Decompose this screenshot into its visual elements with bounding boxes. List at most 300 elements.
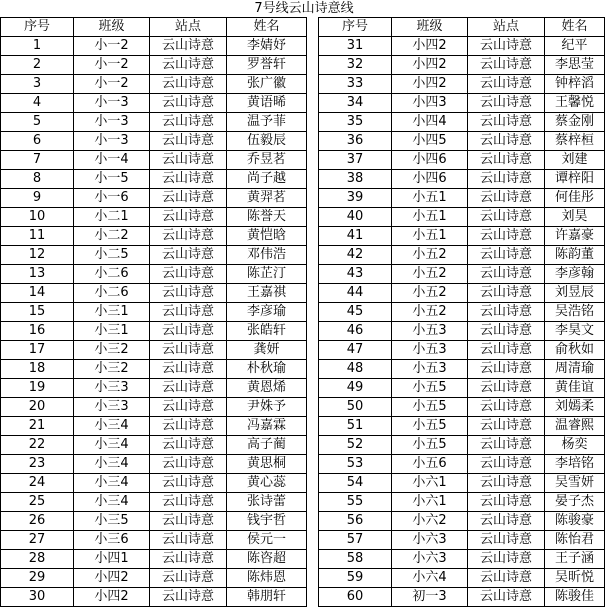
- cell-number: 4: [1, 94, 74, 113]
- cell-station: 云山诗意: [468, 569, 545, 588]
- cell-number: 16: [1, 322, 74, 341]
- cell-number: 46: [319, 322, 392, 341]
- header-name: 姓名: [545, 18, 605, 37]
- cell-class: 小三4: [74, 436, 150, 455]
- header-station: 站点: [150, 18, 227, 37]
- table-row: [319, 189, 605, 208]
- cell-name: 晏子杰: [545, 493, 605, 512]
- table-row: [319, 341, 605, 360]
- cell-name: 乔昱茗: [227, 151, 307, 170]
- table-row: [1, 455, 307, 474]
- table-row: [1, 208, 307, 227]
- cell-class: 小四1: [74, 550, 150, 569]
- table-row: [319, 208, 605, 227]
- cell-station: 云山诗意: [150, 512, 227, 531]
- table-row: [319, 75, 605, 94]
- table-row: [1, 227, 307, 246]
- cell-class: 小五2: [392, 265, 468, 284]
- cell-class: 小三3: [74, 379, 150, 398]
- cell-station: 云山诗意: [150, 284, 227, 303]
- cell-class: 小五2: [392, 303, 468, 322]
- cell-number: 27: [1, 531, 74, 550]
- cell-number: 35: [319, 113, 392, 132]
- table-row: [1, 569, 307, 588]
- cell-name: 李思莹: [545, 56, 605, 75]
- cell-station: 云山诗意: [150, 550, 227, 569]
- cell-station: 云山诗意: [468, 56, 545, 75]
- cell-number: 28: [1, 550, 74, 569]
- cell-number: 41: [319, 227, 392, 246]
- table-row: [1, 75, 307, 94]
- cell-class: 小四6: [392, 151, 468, 170]
- table-row: [319, 379, 605, 398]
- cell-class: 小四5: [392, 132, 468, 151]
- cell-number: 44: [319, 284, 392, 303]
- header-number: 序号: [1, 18, 74, 37]
- cell-station: 云山诗意: [150, 360, 227, 379]
- table-row: [1, 417, 307, 436]
- cell-number: 45: [319, 303, 392, 322]
- cell-station: 云山诗意: [150, 474, 227, 493]
- cell-name: 李昊文: [545, 322, 605, 341]
- cell-station: 云山诗意: [150, 436, 227, 455]
- cell-name: 蔡金刚: [545, 113, 605, 132]
- cell-number: 47: [319, 341, 392, 360]
- cell-name: 尹姝予: [227, 398, 307, 417]
- cell-number: 2: [1, 56, 74, 75]
- cell-name: 刘建: [545, 151, 605, 170]
- cell-name: 龚妍: [227, 341, 307, 360]
- cell-class: 小五1: [392, 227, 468, 246]
- cell-name: 张诗蕾: [227, 493, 307, 512]
- cell-class: 小一2: [74, 56, 150, 75]
- cell-class: 小二6: [74, 265, 150, 284]
- cell-name: 钟梓滔: [545, 75, 605, 94]
- cell-class: 小五2: [392, 284, 468, 303]
- cell-number: 25: [1, 493, 74, 512]
- table-row: [1, 94, 307, 113]
- cell-name: 黄恩烯: [227, 379, 307, 398]
- cell-class: 小四6: [392, 170, 468, 189]
- cell-station: 云山诗意: [150, 569, 227, 588]
- cell-number: 30: [1, 588, 74, 607]
- cell-station: 云山诗意: [468, 436, 545, 455]
- cell-station: 云山诗意: [468, 284, 545, 303]
- cell-station: 云山诗意: [468, 189, 545, 208]
- cell-name: 侯元一: [227, 531, 307, 550]
- cell-station: 云山诗意: [468, 208, 545, 227]
- cell-name: 温予菲: [227, 113, 307, 132]
- cell-name: 王馨悦: [545, 94, 605, 113]
- table-row: [1, 37, 307, 56]
- cell-number: 60: [319, 588, 392, 607]
- cell-name: 陈誉天: [227, 208, 307, 227]
- cell-station: 云山诗意: [150, 417, 227, 436]
- cell-name: 罗誉轩: [227, 56, 307, 75]
- cell-class: 小五3: [392, 322, 468, 341]
- cell-station: 云山诗意: [468, 75, 545, 94]
- cell-class: 小五5: [392, 379, 468, 398]
- cell-number: 23: [1, 455, 74, 474]
- cell-class: 小五1: [392, 189, 468, 208]
- cell-class: 小一2: [74, 75, 150, 94]
- cell-station: 云山诗意: [468, 417, 545, 436]
- cell-class: 小三4: [74, 455, 150, 474]
- cell-number: 31: [319, 37, 392, 56]
- cell-class: 小六4: [392, 569, 468, 588]
- left-table: [0, 17, 307, 607]
- cell-name: 高子蔺: [227, 436, 307, 455]
- table-row: [319, 37, 605, 56]
- cell-number: 26: [1, 512, 74, 531]
- cell-name: 王子涵: [545, 550, 605, 569]
- cell-class: 小六3: [392, 531, 468, 550]
- cell-station: 云山诗意: [468, 398, 545, 417]
- cell-name: 邓伟浩: [227, 246, 307, 265]
- cell-number: 20: [1, 398, 74, 417]
- cell-station: 云山诗意: [150, 170, 227, 189]
- cell-class: 小一2: [74, 37, 150, 56]
- cell-name: 杨奕: [545, 436, 605, 455]
- sheet-title: 7号线云山诗意线: [254, 1, 354, 16]
- cell-class: 小一3: [74, 132, 150, 151]
- cell-number: 8: [1, 170, 74, 189]
- cell-class: 小一6: [74, 189, 150, 208]
- table-row: [1, 550, 307, 569]
- cell-class: 小六1: [392, 493, 468, 512]
- cell-name: 周清瑜: [545, 360, 605, 379]
- cell-number: 13: [1, 265, 74, 284]
- cell-name: 陈芷汀: [227, 265, 307, 284]
- table-row: [1, 189, 307, 208]
- table-row: [1, 265, 307, 284]
- cell-number: 50: [319, 398, 392, 417]
- cell-class: 小五5: [392, 398, 468, 417]
- table-row: [319, 398, 605, 417]
- cell-station: 云山诗意: [150, 56, 227, 75]
- cell-name: 刘昊: [545, 208, 605, 227]
- cell-number: 7: [1, 151, 74, 170]
- cell-name: 陈韵董: [545, 246, 605, 265]
- cell-station: 云山诗意: [150, 94, 227, 113]
- cell-number: 5: [1, 113, 74, 132]
- table-row: [1, 246, 307, 265]
- cell-class: 小一4: [74, 151, 150, 170]
- table-row: [319, 474, 605, 493]
- cell-number: 9: [1, 189, 74, 208]
- header-row: [1, 18, 307, 37]
- header-class: 班级: [74, 18, 150, 37]
- table-row: [1, 360, 307, 379]
- cell-name: 黄语晞: [227, 94, 307, 113]
- cell-station: 云山诗意: [468, 341, 545, 360]
- cell-station: 云山诗意: [468, 531, 545, 550]
- cell-name: 陈咨超: [227, 550, 307, 569]
- table-row: [319, 550, 605, 569]
- cell-class: 小三1: [74, 303, 150, 322]
- cell-station: 云山诗意: [468, 170, 545, 189]
- cell-name: 尚子越: [227, 170, 307, 189]
- cell-class: 小五5: [392, 436, 468, 455]
- cell-number: 24: [1, 474, 74, 493]
- cell-number: 39: [319, 189, 392, 208]
- cell-class: 小一3: [74, 113, 150, 132]
- cell-class: 小四2: [392, 75, 468, 94]
- table-row: [319, 56, 605, 75]
- cell-name: 温睿熙: [545, 417, 605, 436]
- cell-class: 小四2: [74, 569, 150, 588]
- cell-class: 小三2: [74, 360, 150, 379]
- cell-class: 小三4: [74, 417, 150, 436]
- cell-station: 云山诗意: [150, 303, 227, 322]
- cell-name: 冯嘉霖: [227, 417, 307, 436]
- cell-class: 小五6: [392, 455, 468, 474]
- cell-name: 李彦翰: [545, 265, 605, 284]
- cell-number: 48: [319, 360, 392, 379]
- cell-class: 小三4: [74, 474, 150, 493]
- cell-number: 32: [319, 56, 392, 75]
- cell-class: 小六2: [392, 512, 468, 531]
- cell-name: 李婧妤: [227, 37, 307, 56]
- header-class: 班级: [392, 18, 468, 37]
- cell-class: 小六1: [392, 474, 468, 493]
- table-row: [1, 379, 307, 398]
- cell-class: 小三1: [74, 322, 150, 341]
- cell-name: 黄恺晗: [227, 227, 307, 246]
- table-row: [1, 56, 307, 75]
- cell-number: 36: [319, 132, 392, 151]
- cell-station: 云山诗意: [468, 227, 545, 246]
- cell-station: 云山诗意: [468, 588, 545, 607]
- cell-name: 朴秋瑜: [227, 360, 307, 379]
- cell-number: 11: [1, 227, 74, 246]
- cell-number: 6: [1, 132, 74, 151]
- cell-name: 黄思桐: [227, 455, 307, 474]
- cell-number: 22: [1, 436, 74, 455]
- table-row: [1, 113, 307, 132]
- table-row: [1, 398, 307, 417]
- cell-class: 小五3: [392, 360, 468, 379]
- table-row: [319, 436, 605, 455]
- cell-name: 黄羿茗: [227, 189, 307, 208]
- cell-class: 小五1: [392, 208, 468, 227]
- cell-number: 21: [1, 417, 74, 436]
- right-table: [318, 17, 605, 607]
- cell-number: 15: [1, 303, 74, 322]
- cell-number: 42: [319, 246, 392, 265]
- table-row: [319, 303, 605, 322]
- cell-station: 云山诗意: [468, 455, 545, 474]
- cell-name: 陈炜恩: [227, 569, 307, 588]
- cell-station: 云山诗意: [150, 322, 227, 341]
- cell-class: 小四2: [74, 588, 150, 607]
- cell-number: 56: [319, 512, 392, 531]
- cell-station: 云山诗意: [468, 379, 545, 398]
- cell-class: 小一3: [74, 94, 150, 113]
- cell-number: 12: [1, 246, 74, 265]
- table-row: [1, 284, 307, 303]
- table-row: [319, 113, 605, 132]
- cell-class: 小五2: [392, 246, 468, 265]
- cell-number: 18: [1, 360, 74, 379]
- cell-class: 小五5: [392, 417, 468, 436]
- cell-name: 伍毅辰: [227, 132, 307, 151]
- table-row: [319, 360, 605, 379]
- cell-name: 李彦瑜: [227, 303, 307, 322]
- cell-name: 谭梓阳: [545, 170, 605, 189]
- right-table-body: [319, 37, 605, 607]
- cell-station: 云山诗意: [468, 37, 545, 56]
- cell-number: 37: [319, 151, 392, 170]
- cell-number: 38: [319, 170, 392, 189]
- table-row: [319, 246, 605, 265]
- cell-station: 云山诗意: [150, 151, 227, 170]
- table-row: [319, 455, 605, 474]
- cell-number: 34: [319, 94, 392, 113]
- cell-name: 黄心蕊: [227, 474, 307, 493]
- cell-name: 俞秋如: [545, 341, 605, 360]
- header-number: 序号: [319, 18, 392, 37]
- table-row: [319, 493, 605, 512]
- cell-station: 云山诗意: [468, 360, 545, 379]
- cell-name: 吴昕悦: [545, 569, 605, 588]
- table-row: [319, 512, 605, 531]
- cell-class: 小二6: [74, 284, 150, 303]
- table-row: [1, 322, 307, 341]
- cell-station: 云山诗意: [468, 132, 545, 151]
- cell-class: 小四2: [392, 56, 468, 75]
- cell-name: 钱宇哲: [227, 512, 307, 531]
- table-row: [319, 322, 605, 341]
- table-row: [1, 474, 307, 493]
- table-row: [1, 132, 307, 151]
- cell-station: 云山诗意: [468, 151, 545, 170]
- cell-number: 54: [319, 474, 392, 493]
- cell-class: 小五3: [392, 341, 468, 360]
- cell-station: 云山诗意: [468, 493, 545, 512]
- cell-class: 小一5: [74, 170, 150, 189]
- cell-class: 小四3: [392, 94, 468, 113]
- cell-station: 云山诗意: [468, 265, 545, 284]
- cell-number: 17: [1, 341, 74, 360]
- cell-station: 云山诗意: [150, 227, 227, 246]
- header-row: [319, 18, 605, 37]
- cell-class: 小三3: [74, 398, 150, 417]
- cell-station: 云山诗意: [150, 75, 227, 94]
- cell-number: 1: [1, 37, 74, 56]
- cell-name: 王嘉祺: [227, 284, 307, 303]
- cell-number: 57: [319, 531, 392, 550]
- cell-name: 陈怡君: [545, 531, 605, 550]
- cell-class: 初一3: [392, 588, 468, 607]
- cell-station: 云山诗意: [150, 265, 227, 284]
- table-row: [1, 151, 307, 170]
- cell-station: 云山诗意: [150, 246, 227, 265]
- cell-class: 小三4: [74, 493, 150, 512]
- cell-name: 陈骏佳: [545, 588, 605, 607]
- table-row: [319, 94, 605, 113]
- cell-number: 58: [319, 550, 392, 569]
- cell-number: 19: [1, 379, 74, 398]
- cell-station: 云山诗意: [150, 588, 227, 607]
- cell-number: 51: [319, 417, 392, 436]
- cell-class: 小四4: [392, 113, 468, 132]
- cell-name: 韩朋轩: [227, 588, 307, 607]
- table-row: [1, 588, 307, 607]
- cell-station: 云山诗意: [468, 474, 545, 493]
- table-row: [1, 512, 307, 531]
- cell-station: 云山诗意: [468, 246, 545, 265]
- cell-name: 蔡梓桓: [545, 132, 605, 151]
- table-row: [1, 303, 307, 322]
- cell-number: 33: [319, 75, 392, 94]
- cell-station: 云山诗意: [150, 189, 227, 208]
- cell-station: 云山诗意: [150, 531, 227, 550]
- cell-name: 黄佳谊: [545, 379, 605, 398]
- cell-number: 43: [319, 265, 392, 284]
- cell-class: 小六3: [392, 550, 468, 569]
- cell-name: 何佳彤: [545, 189, 605, 208]
- cell-station: 云山诗意: [150, 493, 227, 512]
- header-station: 站点: [468, 18, 545, 37]
- cell-number: 49: [319, 379, 392, 398]
- table-row: [319, 284, 605, 303]
- cell-class: 小二5: [74, 246, 150, 265]
- left-table-body: [1, 37, 307, 607]
- cell-station: 云山诗意: [150, 341, 227, 360]
- cell-class: 小二1: [74, 208, 150, 227]
- cell-number: 40: [319, 208, 392, 227]
- cell-name: 纪平: [545, 37, 605, 56]
- cell-station: 云山诗意: [150, 113, 227, 132]
- table-row: [319, 151, 605, 170]
- cell-number: 29: [1, 569, 74, 588]
- cell-name: 刘嫣柔: [545, 398, 605, 417]
- cell-station: 云山诗意: [150, 208, 227, 227]
- cell-number: 52: [319, 436, 392, 455]
- table-row: [319, 531, 605, 550]
- header-name: 姓名: [227, 18, 307, 37]
- cell-name: 吴雪妍: [545, 474, 605, 493]
- table-row: [319, 417, 605, 436]
- table-row: [319, 227, 605, 246]
- cell-name: 许嘉豪: [545, 227, 605, 246]
- cell-number: 14: [1, 284, 74, 303]
- cell-class: 小四2: [392, 37, 468, 56]
- cell-number: 10: [1, 208, 74, 227]
- cell-station: 云山诗意: [468, 94, 545, 113]
- cell-name: 陈骏豪: [545, 512, 605, 531]
- cell-station: 云山诗意: [468, 322, 545, 341]
- table-row: [1, 170, 307, 189]
- cell-number: 53: [319, 455, 392, 474]
- cell-station: 云山诗意: [468, 113, 545, 132]
- table-row: [319, 569, 605, 588]
- cell-station: 云山诗意: [150, 379, 227, 398]
- cell-station: 云山诗意: [468, 303, 545, 322]
- table-row: [319, 588, 605, 607]
- cell-name: 张皓轩: [227, 322, 307, 341]
- cell-class: 小二2: [74, 227, 150, 246]
- cell-station: 云山诗意: [150, 132, 227, 151]
- table-row: [319, 265, 605, 284]
- table-row: [1, 436, 307, 455]
- table-row: [1, 341, 307, 360]
- cell-station: 云山诗意: [150, 37, 227, 56]
- cell-name: 张广徽: [227, 75, 307, 94]
- cell-station: 云山诗意: [468, 512, 545, 531]
- cell-station: 云山诗意: [150, 398, 227, 417]
